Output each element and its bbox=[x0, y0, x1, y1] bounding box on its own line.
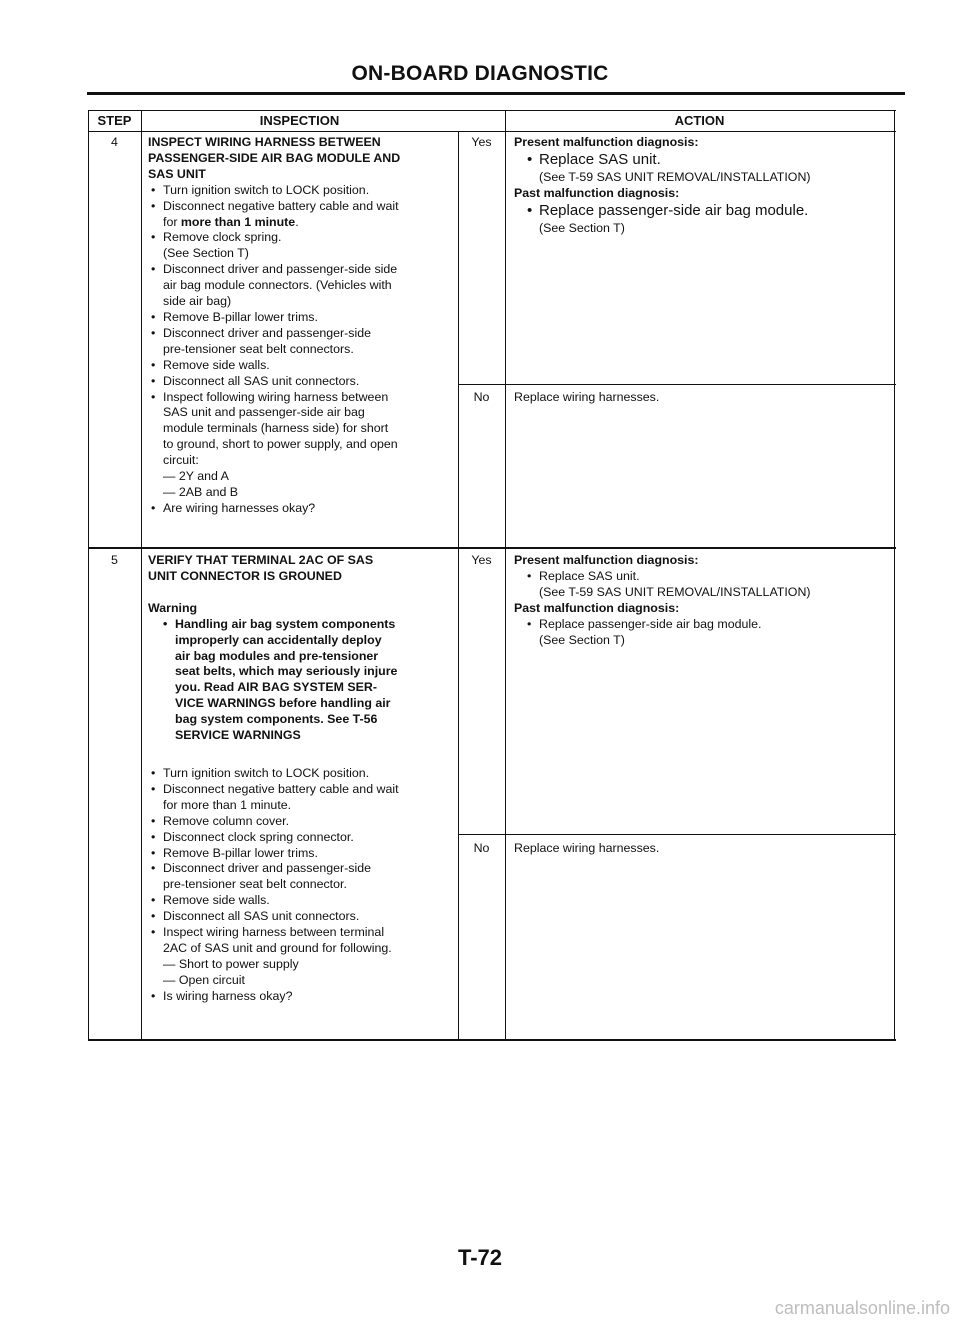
warning-label: Warning bbox=[148, 600, 198, 615]
list-item bbox=[148, 199, 458, 231]
list-item-line: for more than 1 minute. bbox=[163, 797, 292, 812]
step4-no-action: Replace wiring harnesses. bbox=[514, 390, 660, 404]
step4-title-line: SAS UNIT bbox=[148, 166, 206, 181]
list-item-line: • Disconnect negative battery cable and wait bbox=[163, 198, 399, 213]
list-item: • Disconnect all SAS unit connectors. bbox=[148, 374, 458, 390]
step5-title-line: VERIFY THAT TERMINAL 2AC OF SAS bbox=[148, 553, 374, 567]
list-item: • Turn ignition switch to LOCK position. bbox=[148, 766, 458, 782]
emphasis-text: more than 1 minute bbox=[180, 214, 296, 229]
step5-yes-label: Yes bbox=[471, 553, 492, 567]
list-item-line: side air bag) bbox=[163, 294, 232, 309]
inspection-column-divider bbox=[458, 131, 459, 1041]
step4-bottom-border bbox=[88, 547, 896, 549]
list-item-line: • Inspect following wiring harness between bbox=[163, 389, 389, 404]
step4-no-label: No bbox=[473, 390, 490, 404]
present-malfunction-action: • Replace SAS unit. bbox=[524, 151, 889, 168]
step4-inspection-list bbox=[148, 183, 458, 517]
step5-yes-action bbox=[514, 553, 889, 648]
list-item-line: — Open circuit bbox=[163, 972, 245, 987]
warning-line: air bag modules and pre-tensioner bbox=[175, 648, 379, 663]
step4-title-line: PASSENGER-SIDE AIR BAG MODULE AND bbox=[148, 150, 401, 165]
list-item bbox=[148, 230, 458, 262]
list-item-line: air bag module connectors. (Vehicles with bbox=[163, 278, 392, 293]
step5-yes-no-divider bbox=[458, 834, 896, 835]
warning-line: you. Read AIR BAG SYSTEM SER- bbox=[175, 680, 377, 695]
watermark: carmanualsonline.info bbox=[774, 1298, 950, 1318]
present-malfunction-title: Present malfunction diagnosis: bbox=[514, 553, 699, 567]
table-top-border bbox=[88, 110, 896, 111]
step5-inspection-list bbox=[148, 766, 458, 1005]
step4-inspection bbox=[148, 135, 458, 517]
list-item-line: • Inspect wiring harness between terminal bbox=[163, 925, 385, 940]
title-rule bbox=[87, 92, 905, 95]
list-item bbox=[148, 861, 458, 893]
present-malfunction-title: Present malfunction diagnosis: bbox=[514, 135, 699, 149]
result-column-divider bbox=[505, 110, 506, 1041]
list-item: • Remove B-pillar lower trims. bbox=[148, 310, 458, 326]
list-item bbox=[148, 782, 458, 814]
warning-line: improperly can accidentally deploy bbox=[175, 632, 382, 647]
header-bottom-border bbox=[88, 131, 896, 132]
list-item-line: — 2AB and B bbox=[163, 484, 239, 499]
warning-line: bag system components. See T-56 bbox=[175, 712, 378, 727]
action-column-header: ACTION bbox=[674, 113, 725, 128]
page-number: T-72 bbox=[457, 1245, 503, 1270]
list-item: • Is wiring harness okay? bbox=[148, 989, 458, 1005]
past-malfunction-title: Past malfunction diagnosis: bbox=[514, 185, 680, 200]
list-item bbox=[148, 326, 458, 358]
list-item-line: pre-tensioner seat belt connectors. bbox=[163, 341, 354, 356]
warning-line: • Handling air bag system components bbox=[175, 616, 396, 631]
step5-no-label: No bbox=[473, 841, 490, 855]
step5-inspection-title bbox=[148, 553, 458, 585]
warning-line: seat belts, which may seriously injure bbox=[175, 664, 398, 679]
list-item-line: SAS unit and passenger-side air bag bbox=[163, 405, 365, 420]
diagnostic-table bbox=[88, 110, 896, 1042]
list-item: • Remove side walls. bbox=[148, 358, 458, 374]
list-item-line: — 2Y and A bbox=[163, 469, 229, 484]
list-item bbox=[148, 925, 458, 989]
list-item-text: for bbox=[163, 214, 181, 229]
past-malfunction-reference: (See Section T) bbox=[539, 220, 625, 235]
step4-yes-no-divider bbox=[458, 384, 896, 385]
list-item-line: module terminals (harness side) for short bbox=[163, 421, 389, 436]
step-number: 4 bbox=[111, 135, 118, 149]
list-item bbox=[148, 262, 458, 310]
step4-yes-action bbox=[514, 135, 889, 237]
list-item-line: • Remove clock spring. bbox=[163, 230, 282, 245]
table-left-border bbox=[88, 110, 89, 1041]
list-item-line: to ground, short to power supply, and open bbox=[163, 437, 398, 452]
step4-title-line: INSPECT WIRING HARNESS BETWEEN bbox=[148, 135, 381, 149]
list-item: • Remove column cover. bbox=[148, 814, 458, 830]
list-item-line: • Disconnect driver and passenger-side bbox=[163, 861, 371, 876]
past-malfunction-action: • Replace passenger-side air bag module. bbox=[524, 617, 889, 633]
step-number: 5 bbox=[111, 553, 118, 567]
step-column-divider bbox=[141, 110, 142, 1041]
list-item-text: . bbox=[295, 214, 299, 229]
step-column-header: STEP bbox=[97, 113, 132, 128]
step5-title-line: UNIT CONNECTOR IS GROUNED bbox=[148, 568, 342, 583]
list-item-line: • Disconnect driver and passenger-side side bbox=[163, 262, 398, 277]
list-item: • Disconnect all SAS unit connectors. bbox=[148, 909, 458, 925]
step4-inspection-title bbox=[148, 135, 458, 183]
list-item: • Remove B-pillar lower trims. bbox=[148, 846, 458, 862]
warning-line: SERVICE WARNINGS bbox=[175, 728, 301, 743]
table-bottom-border bbox=[88, 1039, 896, 1041]
warning-line: VICE WARNINGS before handling air bbox=[175, 696, 391, 711]
list-item-line: circuit: bbox=[163, 453, 199, 468]
step5-inspection bbox=[148, 553, 458, 1005]
present-malfunction-action: • Replace SAS unit. bbox=[524, 569, 889, 585]
present-malfunction-reference: (See T-59 SAS UNIT REMOVAL/INSTALLATION) bbox=[539, 169, 811, 184]
past-malfunction-reference: (See Section T) bbox=[539, 632, 625, 647]
list-item-line bbox=[163, 215, 458, 231]
list-item-line: (See Section T) bbox=[163, 246, 249, 261]
list-item-line: • Disconnect negative battery cable and wait bbox=[163, 781, 399, 796]
past-malfunction-action: • Replace passenger-side air bag module. bbox=[524, 202, 889, 219]
list-item: • Disconnect clock spring connector. bbox=[148, 830, 458, 846]
list-item: • Remove side walls. bbox=[148, 893, 458, 909]
list-item-line: pre-tensioner seat belt connector. bbox=[163, 877, 347, 892]
page-title: ON-BOARD DIAGNOSTIC bbox=[351, 62, 609, 85]
list-item-line: 2AC of SAS unit and ground for following. bbox=[163, 940, 392, 955]
list-item-line: • Disconnect driver and passenger-side bbox=[163, 325, 371, 340]
warning-text bbox=[160, 617, 458, 744]
step5-no-action: Replace wiring harnesses. bbox=[514, 841, 660, 855]
list-item-line: — Short to power supply bbox=[163, 956, 299, 971]
past-malfunction-title: Past malfunction diagnosis: bbox=[514, 600, 680, 615]
list-item bbox=[148, 390, 458, 501]
list-item: • Turn ignition switch to LOCK position. bbox=[148, 183, 458, 199]
present-malfunction-reference: (See T-59 SAS UNIT REMOVAL/INSTALLATION) bbox=[539, 584, 811, 599]
step4-yes-label: Yes bbox=[471, 135, 492, 149]
inspection-column-header: INSPECTION bbox=[259, 113, 340, 128]
list-item: • Are wiring harnesses okay? bbox=[148, 501, 458, 517]
table-right-border bbox=[894, 110, 895, 1041]
